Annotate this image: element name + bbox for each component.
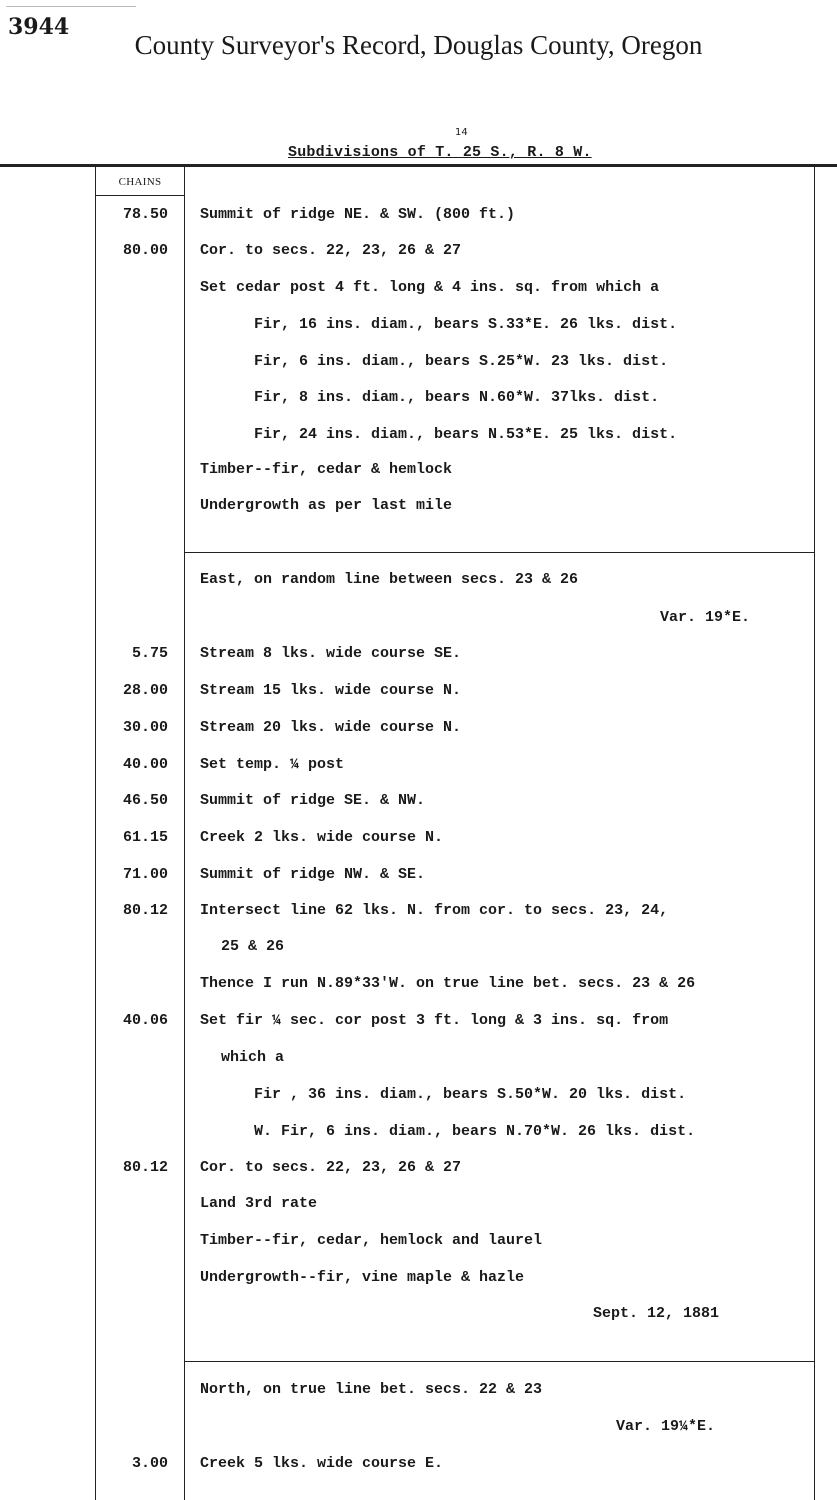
chains-value: 30.00 <box>122 719 168 736</box>
entry-text: Var. 19*E. <box>660 609 751 626</box>
chains-column-header: CHAINS <box>118 176 162 188</box>
entry-row <box>0 1086 837 1122</box>
entry-text: Creek 2 lks. wide course N. <box>200 829 444 846</box>
entry-row <box>0 866 837 902</box>
entry-row <box>0 1305 837 1341</box>
chains-value: 80.12 <box>122 902 168 919</box>
entry-text: Var. 19¼*E. <box>616 1418 716 1435</box>
entry-text: Timber--fir, cedar & hemlock <box>200 461 453 478</box>
entry-text: Undergrowth as per last mile <box>200 497 453 514</box>
entry-row <box>0 682 837 718</box>
table-top-rule <box>0 164 837 167</box>
entry-text: Sept. 12, 1881 <box>593 1305 720 1322</box>
entry-text: Fir, 24 ins. diam., bears N.53*E. 25 lks. dist. <box>254 426 678 443</box>
entry-row <box>0 719 837 755</box>
entry-row <box>0 1049 837 1085</box>
entry-row <box>0 938 837 974</box>
entry-row <box>0 1381 837 1417</box>
entry-row <box>0 645 837 681</box>
entry-text: Fir, 8 ins. diam., bears N.60*W. 37lks. dist. <box>254 389 660 406</box>
entry-row <box>0 389 837 425</box>
entry-row <box>0 1455 837 1491</box>
entry-row <box>0 497 837 533</box>
entry-row <box>0 1232 837 1268</box>
entry-text: Stream 20 lks. wide course N. <box>200 719 462 736</box>
entry-text: North, on true line bet. secs. 22 & 23 <box>200 1381 543 1398</box>
entry-text: Summit of ridge NE. & SW. (800 ft.) <box>200 206 516 223</box>
top-left-rule <box>6 6 136 7</box>
entry-text: Stream 8 lks. wide course SE. <box>200 645 462 662</box>
entry-text: Cor. to secs. 22, 23, 26 & 27 <box>200 242 462 259</box>
chains-value: 71.00 <box>122 866 168 883</box>
page-number: 3944 <box>8 14 70 40</box>
entry-text: Fir, 6 ins. diam., bears S.25*W. 23 lks. dist. <box>254 353 669 370</box>
handwritten-page-mark: 14 <box>455 127 468 138</box>
entry-row <box>0 792 837 828</box>
entry-text: Fir , 36 ins. diam., bears S.50*W. 20 lks. dist. <box>254 1086 687 1103</box>
entry-row <box>0 829 837 865</box>
entry-text: Undergrowth--fir, vine maple & hazle <box>200 1269 525 1286</box>
entry-text: Stream 15 lks. wide course N. <box>200 682 462 699</box>
chains-value: 28.00 <box>122 682 168 699</box>
chains-value: 80.00 <box>122 242 168 259</box>
chains-value: 46.50 <box>122 792 168 809</box>
page-header: County Surveyor's Record, Douglas County, Oregon <box>134 30 703 60</box>
entry-row <box>0 242 837 278</box>
chains-value: 5.75 <box>131 645 168 662</box>
entry-row <box>0 571 837 607</box>
entry-row <box>0 609 837 645</box>
entry-row <box>0 426 837 462</box>
entry-text: Creek 5 lks. wide course E. <box>200 1455 444 1472</box>
entry-text: Land 3rd rate <box>200 1195 318 1212</box>
entry-row <box>0 279 837 315</box>
entry-text: W. Fir, 6 ins. diam., bears N.70*W. 26 lks. dist. <box>254 1123 696 1140</box>
entry-text: Thence I run N.89*33'W. on true line bet. secs. 23 & 26 <box>200 975 696 992</box>
chains-value: 78.50 <box>122 206 168 223</box>
section-divider-2 <box>184 1361 814 1362</box>
entry-text: Summit of ridge SE. & NW. <box>200 792 426 809</box>
entry-row <box>0 1012 837 1048</box>
entry-text: Fir, 16 ins. diam., bears S.33*E. 26 lks. dist. <box>254 316 678 333</box>
entry-text: Intersect line 62 lks. N. from cor. to secs. 23, 24, <box>200 902 669 919</box>
entry-text: Set temp. ¼ post <box>200 756 345 773</box>
entry-row <box>0 1195 837 1231</box>
entry-row <box>0 1269 837 1305</box>
entry-row <box>0 316 837 352</box>
chains-value: 3.00 <box>131 1455 168 1472</box>
entry-text: East, on random line between secs. 23 & 26 <box>200 571 579 588</box>
entry-text: which a <box>221 1049 285 1066</box>
chains-value: 61.15 <box>122 829 168 846</box>
entry-row <box>0 975 837 1011</box>
entry-row <box>0 902 837 938</box>
entry-text: 25 & 26 <box>221 938 285 955</box>
chains-value: 80.12 <box>122 1159 168 1176</box>
chains-value: 40.06 <box>122 1012 168 1029</box>
entry-row <box>0 1123 837 1159</box>
entry-text: Timber--fir, cedar, hemlock and laurel <box>200 1232 543 1249</box>
entry-text: Summit of ridge NW. & SE. <box>200 866 426 883</box>
entry-row <box>0 206 837 242</box>
section-divider-1 <box>184 552 814 553</box>
entry-row <box>0 756 837 792</box>
entry-text: Cor. to secs. 22, 23, 26 & 27 <box>200 1159 462 1176</box>
entry-row <box>0 1418 837 1454</box>
section-title: Subdivisions of T. 25 S., R. 8 W. <box>288 144 592 161</box>
entry-row <box>0 461 837 497</box>
chains-header-rule <box>95 195 184 196</box>
entry-row <box>0 353 837 389</box>
chains-value: 40.00 <box>122 756 168 773</box>
entry-text: Set fir ¼ sec. cor post 3 ft. long & 3 ins. sq. from <box>200 1012 669 1029</box>
entry-text: Set cedar post 4 ft. long & 4 ins. sq. from which a <box>200 279 660 296</box>
entry-row <box>0 1159 837 1195</box>
